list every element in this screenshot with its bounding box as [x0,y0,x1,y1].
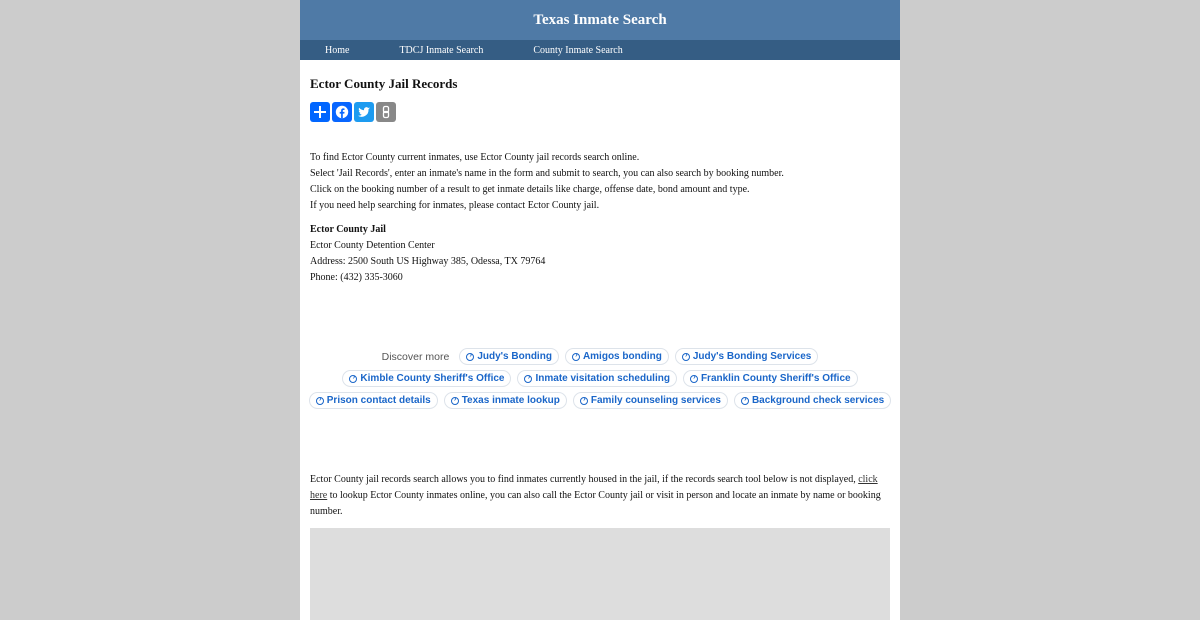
chevron-circle-icon [741,397,749,405]
chip-label: Inmate visitation scheduling [535,373,670,384]
jail-name: Ector County Jail [310,224,386,235]
facebook-icon[interactable] [332,102,352,122]
chevron-circle-icon [682,353,690,361]
intro-line-3: Click on the booking number of a result to get inmate details like charge, offense date, bond amount and type. [310,184,750,195]
chip-label: Franklin County Sheriff's Office [700,373,851,384]
page-title: Ector County Jail Records [310,76,458,91]
discover-label: Discover more [381,350,450,363]
chevron-circle-icon [524,375,532,383]
chevron-circle-icon [580,397,588,405]
chip-label: Family counseling services [590,395,721,406]
discover-chip[interactable] [444,392,567,409]
page [300,0,900,620]
jail-address: Address: 2500 South US Highway 385, Odessa, TX 79764 [310,256,546,267]
records-description [310,472,890,520]
description-text-before: Ector County jail records search allows you to find inmates currently housed in the jail, if the records search tool below is not displayed, [310,474,859,485]
jail-info [310,222,890,286]
intro-line-4: If you need help searching for inmates, please contact Ector County jail. [310,200,600,211]
chevron-circle-icon [466,353,474,361]
discover-chip[interactable] [683,370,858,387]
nav-tdcj-inmate-search[interactable]: TDCJ Inmate Search [399,44,484,56]
chip-label: Kimble County Sheriff's Office [360,373,505,384]
chevron-circle-icon [572,353,580,361]
intro-text [310,150,890,214]
chip-label: Prison contact details [326,395,431,406]
chip-label: Judy's Bonding Services [692,351,812,362]
nav-bar [300,40,900,60]
records-search-tool-frame[interactable] [310,528,890,620]
discover-row-3 [310,392,890,409]
discover-chip[interactable] [459,348,559,365]
chip-label: Amigos bonding [582,351,662,362]
nav-home[interactable]: Home [325,44,350,56]
intro-line-1: To find Ector County current inmates, use Ector County jail records search online. [310,152,640,163]
discover-row-1 [310,348,890,365]
chip-label: Judy's Bonding [477,351,552,362]
chevron-circle-icon [451,397,459,405]
discover-chip[interactable] [517,370,676,387]
share-buttons [310,102,890,122]
discover-chip[interactable] [309,392,438,409]
click-here-link[interactable]: click here [310,474,878,501]
copy-link-icon[interactable] [376,102,396,122]
site-header [300,0,900,40]
twitter-icon[interactable] [354,102,374,122]
discover-chip[interactable] [342,370,511,387]
jail-phone: Phone: (432) 335-3060 [310,272,403,283]
discover-chip[interactable] [675,348,819,365]
chip-label: Texas inmate lookup [461,395,560,406]
discover-chip[interactable] [565,348,669,365]
discover-chip[interactable] [573,392,728,409]
description-text-after: to lookup Ector County inmates online, you can also call the Ector County jail or visit in person and locate an inmate by name or booking number. [310,490,881,517]
main-content [300,76,900,620]
nav-county-inmate-search[interactable]: County Inmate Search [533,44,623,56]
add-icon[interactable] [310,102,330,122]
chevron-circle-icon [316,397,324,405]
chevron-circle-icon [349,375,357,383]
chevron-circle-icon [690,375,698,383]
discover-chip[interactable] [734,392,891,409]
discover-row-2 [310,370,890,387]
discover-more [310,348,890,409]
site-title[interactable]: Texas Inmate Search [533,11,667,28]
jail-facility: Ector County Detention Center [310,240,435,251]
intro-line-2: Select 'Jail Records', enter an inmate's name in the form and submit to search, you can also search by booking number. [310,168,784,179]
chip-label: Background check services [751,395,885,406]
